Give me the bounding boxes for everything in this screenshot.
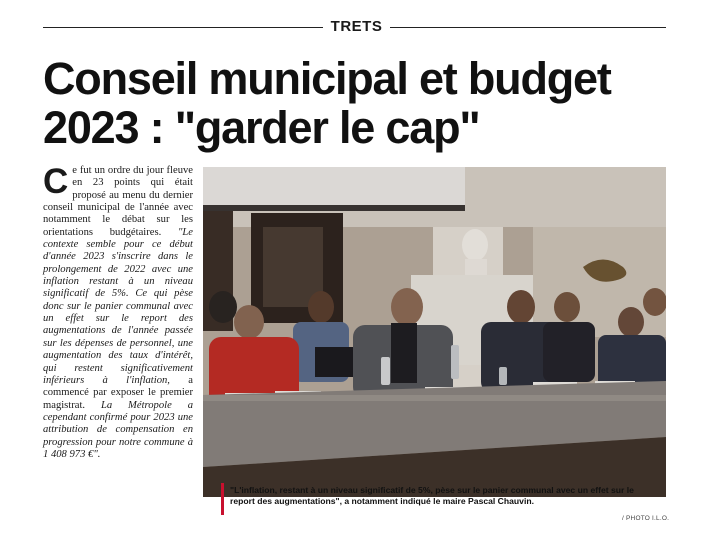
caption-accent-bar [221,483,224,515]
drop-cap: C [43,162,69,201]
article-headline: Conseil municipal et budget 2023 : "garder le cap" [43,53,611,153]
article-quote-1: "Le contexte semble pour ce début d'année 2023 s'inscrire dans le prolongement de 2022 avec une inflation restant à un niveau significatif de 5%. Ce qui pèse donc sur le panier communal avec un effet sur le report des augmentations de l'année passée sur les dépenses de personnel, une augmentation des taux d'intérêt, qui restent significativement inférieurs à l'inflation, [43,226,193,386]
rubric-rule-left [43,27,323,28]
photo-credit: / PHOTO I.L.O. [622,515,670,522]
section-rubric: TRETS [330,18,383,35]
article-middle: a commencé par exposer le premier magistrat. [43,374,193,411]
article-quote-2: La Métropole a cependant confirmé pour 2023 une attribution de compensation en progression pour notre commune à 1 408 973 €". [43,399,193,460]
council-meeting-photo [203,167,666,497]
article-body [43,162,193,461]
photo-caption: "L'inflation, restant à un niveau significatif de 5%, pèse sur le panier communal avec un effet sur le report des augmentations", a notamment indiqué le maire Pascal Chauvin. [230,485,634,507]
rubric-rule-right [390,27,666,28]
article-intro: e fut un ordre du jour fleuve en 23 points qui était proposé au menu du dernier conseil municipal de l'année avec notamment le débat sur les orientations budgétaires. [43,165,193,238]
